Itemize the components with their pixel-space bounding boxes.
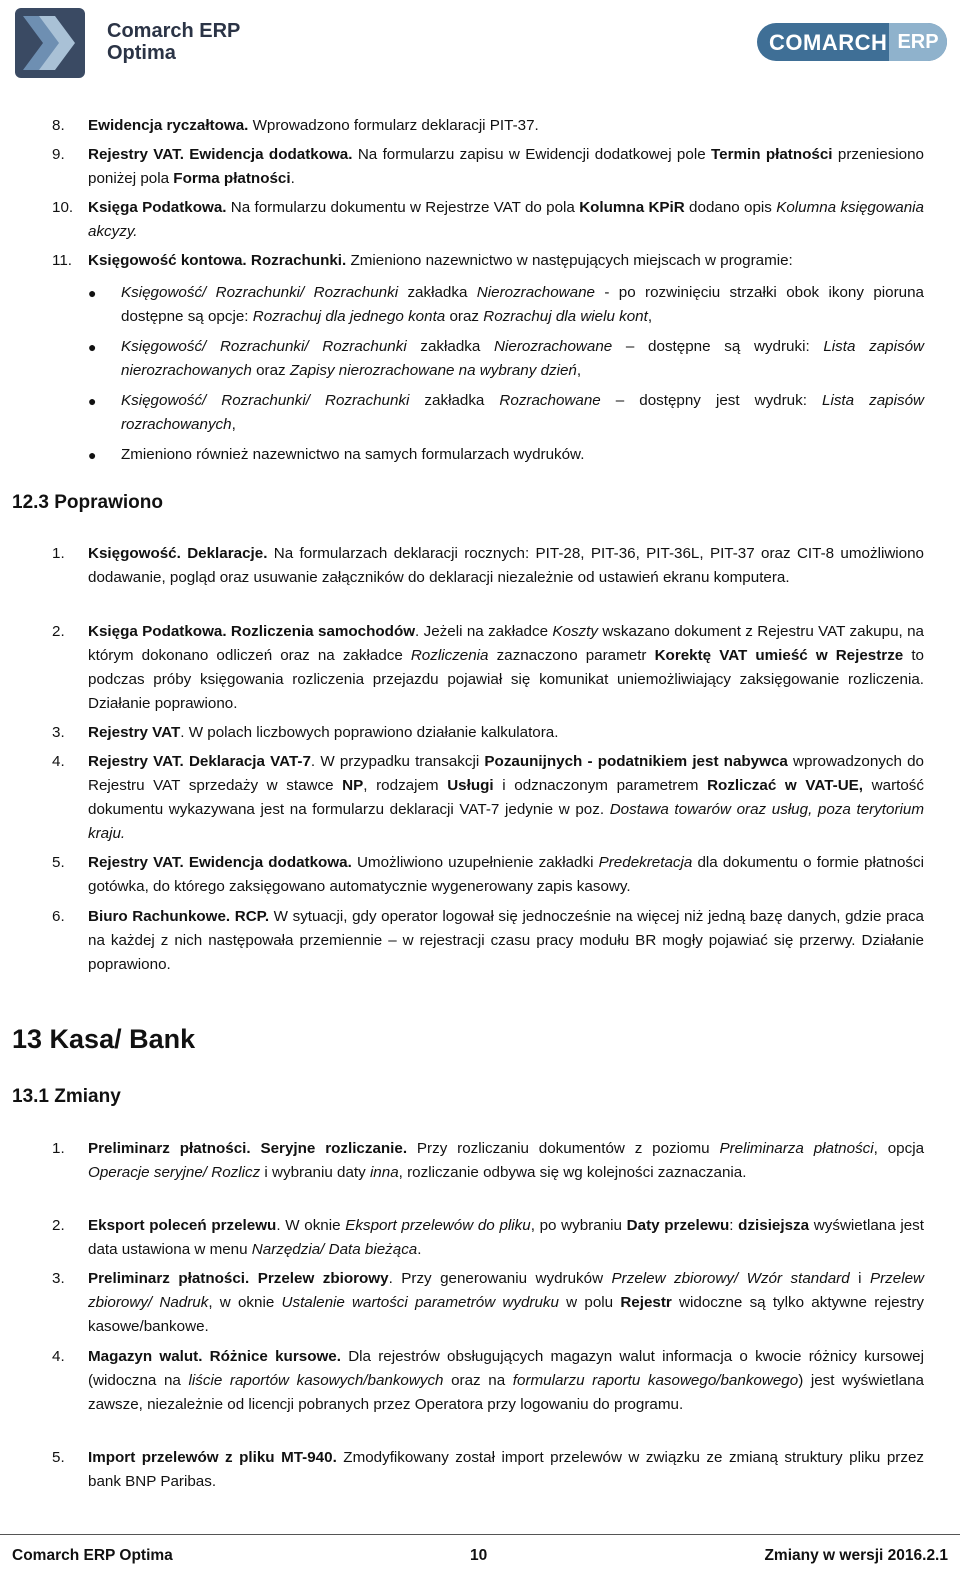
item-plain: dla dokumentu o formie płatności gotówka, do którego zaksięgowano automatycznie wygenerowany zapis kasowy.: [88, 854, 924, 895]
item-italic: inna: [369, 1164, 399, 1181]
item-plain: , rozliczanie odbywa się wg kolejności zaznaczania.: [398, 1164, 747, 1181]
item-text: [88, 542, 924, 590]
item-text: [88, 1267, 924, 1339]
item-plain: Na formularzach deklaracji rocznych: PIT-28, PIT-36, PIT-36L, PIT-37 oraz CIT-8 umożliwiono dodawanie, pogląd oraz usuwanie załączników do deklaracji niezależnie od ustawień ekranu komputera.: [88, 545, 924, 586]
bullet-italic: Rozrachowane: [499, 392, 601, 409]
item-plain: .: [290, 170, 295, 187]
bullet-text: [121, 443, 924, 467]
section-heading-13-1: 13.1 Zmiany: [12, 1086, 121, 1107]
item-bold: Rejestr: [620, 1294, 672, 1311]
item-plain: , rodzajem: [363, 777, 448, 794]
item-plain: , po wybraniu: [530, 1217, 627, 1234]
item-bold: Korektę VAT umieść w Rejestrze: [654, 647, 904, 664]
bullet-italic: Rozrachuj dla jednego konta: [252, 308, 446, 325]
bullet-dot: ●: [88, 285, 97, 301]
item-text: [88, 249, 924, 273]
item-plain: i: [849, 1270, 870, 1287]
bullet-italic: Nierozrachowane: [476, 284, 595, 301]
item-bold: Daty przelewu: [626, 1217, 730, 1234]
logo-line1: Comarch ERP: [107, 20, 241, 42]
bullet-italic: Zapisy nierozrachowane na wybrany dzień: [289, 362, 577, 379]
bullet-italic: Lista zapisów nierozrachowanych: [121, 338, 925, 379]
footer-right: Zmiany w wersji 2016.2.1: [764, 1547, 948, 1564]
item-italic: Predekretacja: [598, 854, 693, 871]
item-italic: Ustalenie wartości parametrów wydruku: [281, 1294, 559, 1311]
item-number: 4.: [52, 753, 65, 770]
item-text: [88, 721, 924, 745]
item-plain: w polu: [558, 1294, 621, 1311]
bullet-plain: Zmieniono również nazewnictwo na samych formularzach wydruków.: [121, 446, 585, 463]
item-plain: . Przy generowaniu wydruków: [388, 1270, 612, 1287]
item-plain: wprowadzonych do Rejestru VAT sprzedaży w stawce: [88, 753, 924, 794]
bullet-dot: ●: [88, 339, 97, 355]
item-bold: Biuro Rachunkowe. RCP.: [88, 908, 270, 925]
item-plain: .: [417, 1241, 422, 1258]
item-bold: Rozliczać w VAT-UE,: [707, 777, 864, 794]
item-plain: ) jest wyświetlana zawsze, niezależnie od licencji pobranych przez Operatora przy logowaniu do programu.: [88, 1372, 924, 1413]
item-number: 5.: [52, 854, 65, 871]
item-italic: Przelew zbiorowy/ Wzór standard: [611, 1270, 850, 1287]
item-plain: widoczne są tylko aktywne rejestry kasowe/bankowe.: [88, 1294, 925, 1335]
item-bold: Preliminarz płatności. Przelew zbiorowy: [88, 1270, 389, 1287]
bullet-italic: Księgowość/ Rozrachunki/ Rozrachunki: [121, 338, 407, 355]
item-plain: wyświetlana jest data ustawiona w menu: [88, 1217, 924, 1258]
bullet-plain: – dostępny jest wydruk:: [600, 392, 822, 409]
bullet-plain: zakładka: [406, 338, 495, 355]
bullet-plain: – dostępne są wydruki:: [612, 338, 824, 355]
item-text: [88, 196, 924, 244]
item-italic: Kolumna księgowania akcyzy.: [88, 199, 925, 240]
item-number: 9.: [52, 146, 65, 163]
item-plain: , opcja: [873, 1140, 925, 1157]
bullet-dot: ●: [88, 447, 97, 463]
item-italic: Operacje seryjne/ Rozlicz: [88, 1164, 261, 1181]
item-plain: dodano opis: [684, 199, 777, 216]
item-bold: Termin płatności: [711, 146, 833, 163]
item-number: 4.: [52, 1348, 65, 1365]
item-plain: . Jeżeli na zakładce: [415, 623, 553, 640]
item-text: [88, 620, 924, 716]
item-bold: Preliminarz płatności. Seryjne rozliczanie.: [88, 1140, 408, 1157]
item-text: [88, 114, 924, 138]
page-number: 10: [470, 1547, 488, 1564]
footer-divider: [0, 1534, 960, 1535]
item-text: [88, 1345, 924, 1417]
item-plain: , w oknie: [208, 1294, 282, 1311]
item-plain: wskazano dokument z Rejestru VAT zakupu, na którym dokonano odliczeń oraz na zakładce: [88, 623, 924, 664]
item-bold: Księga Podatkowa.: [88, 199, 227, 216]
item-bold: Ewidencja ryczałtowa.: [88, 117, 249, 134]
comarch-brand-badge: [757, 23, 947, 61]
item-text: [88, 750, 924, 846]
bullet-plain: ,: [231, 416, 236, 433]
page-header: [0, 0, 960, 90]
section-heading-12-3: 12.3 Poprawiono: [12, 492, 163, 513]
item-bold: Rejestry VAT. Ewidencja dodatkowa.: [88, 146, 353, 163]
bullet-plain: oraz: [251, 362, 290, 379]
item-bold: Księgowość kontowa. Rozrachunki.: [88, 252, 347, 269]
bullet-italic: Rozrachuj dla wielu kont: [483, 308, 648, 325]
logo-text: [107, 20, 240, 64]
item-plain: wartość dokumentu wykazywana jest na formularzu deklaracji VAT-7 jedynie w poz.: [88, 777, 924, 818]
item-bold: Księgowość. Deklaracje.: [88, 545, 268, 562]
bullet-italic: Księgowość/ Rozrachunki/ Rozrachunki: [121, 392, 410, 409]
item-bold: Magazyn walut. Różnice kursowe.: [88, 1348, 341, 1365]
item-bold: Rejestry VAT. Ewidencja dodatkowa.: [88, 854, 352, 871]
item-plain: Przy rozliczaniu dokumentów z poziomu: [407, 1140, 720, 1157]
item-plain: Na formularzu zapisu w Ewidencji dodatkowej pole: [352, 146, 711, 163]
item-text: [88, 1137, 924, 1185]
bullet-plain: ,: [647, 308, 653, 325]
bullet-text: [121, 281, 924, 329]
item-italic: Narzędzia/ Data bieżąca: [251, 1241, 418, 1258]
item-italic: Preliminarza płatności: [719, 1140, 874, 1157]
item-italic: Dostawa towarów oraz usług, poza terytorium kraju.: [88, 801, 925, 842]
item-text: [88, 143, 924, 191]
item-plain: W sytuacji, gdy operator logował się jednocześnie na więcej niż jedną bazę danych, gdzie praca na każdej z nich następowała przemiennie – w rejestracji czasu pracy modułu BR mogły pojawiać się przerwy. Działanie poprawiono.: [88, 908, 924, 973]
item-number: 8.: [52, 117, 65, 134]
item-italic: Koszty: [552, 623, 598, 640]
item-italic: Rozliczenia: [410, 647, 489, 664]
bullet-text: [121, 389, 924, 437]
item-plain: . W przypadku transakcji: [310, 753, 485, 770]
item-plain: to podczas próby księgowania rozliczenia przejazdu pojawiał się komunikat uniemożliwiający zaksięgowanie rozliczenia. Działanie poprawiono.: [88, 647, 924, 712]
bullet-plain: - po rozwinięciu strzałki obok ikony pioruna dostępne są opcje:: [121, 284, 924, 325]
item-plain: zaznaczono parametr: [488, 647, 655, 664]
item-text: [88, 851, 924, 899]
bullet-plain: oraz: [445, 308, 484, 325]
item-number: 5.: [52, 1449, 65, 1466]
item-plain: . W oknie: [276, 1217, 346, 1234]
item-number: 3.: [52, 1270, 65, 1287]
comarch-optima-logo-icon: [15, 8, 85, 78]
item-number: 1.: [52, 1140, 65, 1157]
item-number: 10.: [52, 199, 74, 216]
bullet-text: [121, 335, 924, 383]
item-number: 6.: [52, 908, 65, 925]
item-plain: Zmodyfikowany został import przelewów w związku ze zmianą struktury pliku przez bank BNP Paribas.: [88, 1449, 925, 1490]
bullet-plain: zakładka: [398, 284, 477, 301]
bullet-plain: zakładka: [409, 392, 500, 409]
item-plain: . W polach liczbowych poprawiono działanie kalkulatora.: [180, 724, 559, 741]
item-plain: oraz na: [443, 1372, 513, 1389]
item-plain: Umożliwiono uzupełnienie zakładki: [351, 854, 599, 871]
item-number: 2.: [52, 623, 65, 640]
item-number: 2.: [52, 1217, 65, 1234]
item-bold: Eksport poleceń przelewu: [88, 1217, 277, 1234]
item-bold: Forma płatności: [173, 170, 291, 187]
item-text: [88, 1214, 924, 1262]
item-number: 1.: [52, 545, 65, 562]
item-plain: i wybraniu daty: [260, 1164, 370, 1181]
item-bold: Rejestry VAT: [88, 724, 181, 741]
item-italic: formularzu raportu kasowego/bankowego: [512, 1372, 799, 1389]
item-bold: Księga Podatkowa. Rozliczenia samochodów: [88, 623, 416, 640]
footer-left: Comarch ERP Optima: [12, 1547, 173, 1564]
item-plain: Wprowadzono formularz deklaracji PIT-37.: [248, 117, 539, 134]
bullet-italic: Księgowość/ Rozrachunki/ Rozrachunki: [121, 284, 399, 301]
brand-main-text: COMARCH: [769, 30, 888, 55]
item-number: 3.: [52, 724, 65, 741]
bullet-dot: ●: [88, 393, 97, 409]
bullet-italic: Nierozrachowane: [494, 338, 613, 355]
item-plain: Dla rejestrów obsługujących magazyn walut informacja o kwocie różnicy kursowej (widoczna na: [88, 1348, 924, 1389]
item-bold: Rejestry VAT. Deklaracja VAT-7: [88, 753, 311, 770]
item-bold: NP: [342, 777, 364, 794]
bullet-italic: Lista zapisów rozrachowanych: [121, 392, 924, 433]
item-number: 11.: [52, 252, 72, 269]
item-plain: Na formularzu dokumentu w Rejestrze VAT do pola: [226, 199, 580, 216]
item-italic: Eksport przelewów do pliku: [345, 1217, 531, 1234]
item-text: [88, 905, 924, 977]
item-bold: dzisiejsza: [738, 1217, 810, 1234]
item-plain: i odznaczonym parametrem: [493, 777, 708, 794]
item-plain: :: [729, 1217, 739, 1234]
section-heading-13: 13 Kasa/ Bank: [12, 1024, 196, 1054]
bullet-plain: ,: [576, 362, 582, 379]
item-plain: Zmieniono nazewnictwo w następujących miejscach w programie:: [346, 252, 793, 269]
item-bold: Import przelewów z pliku MT-940.: [88, 1449, 337, 1466]
item-italic: Przelew zbiorowy/ Nadruk: [88, 1270, 924, 1311]
brand-erp-text: ERP: [889, 23, 947, 61]
item-bold: Kolumna KPiR: [579, 199, 685, 216]
item-bold: Pozaunijnych - podatnikiem jest nabywca: [484, 753, 788, 770]
item-italic: liście raportów kasowych/bankowych: [188, 1372, 444, 1389]
item-text: [88, 1446, 924, 1494]
logo-line2: Optima: [107, 42, 176, 64]
item-plain: przeniesiono poniżej pola: [88, 146, 924, 187]
item-bold: Usługi: [447, 777, 494, 794]
